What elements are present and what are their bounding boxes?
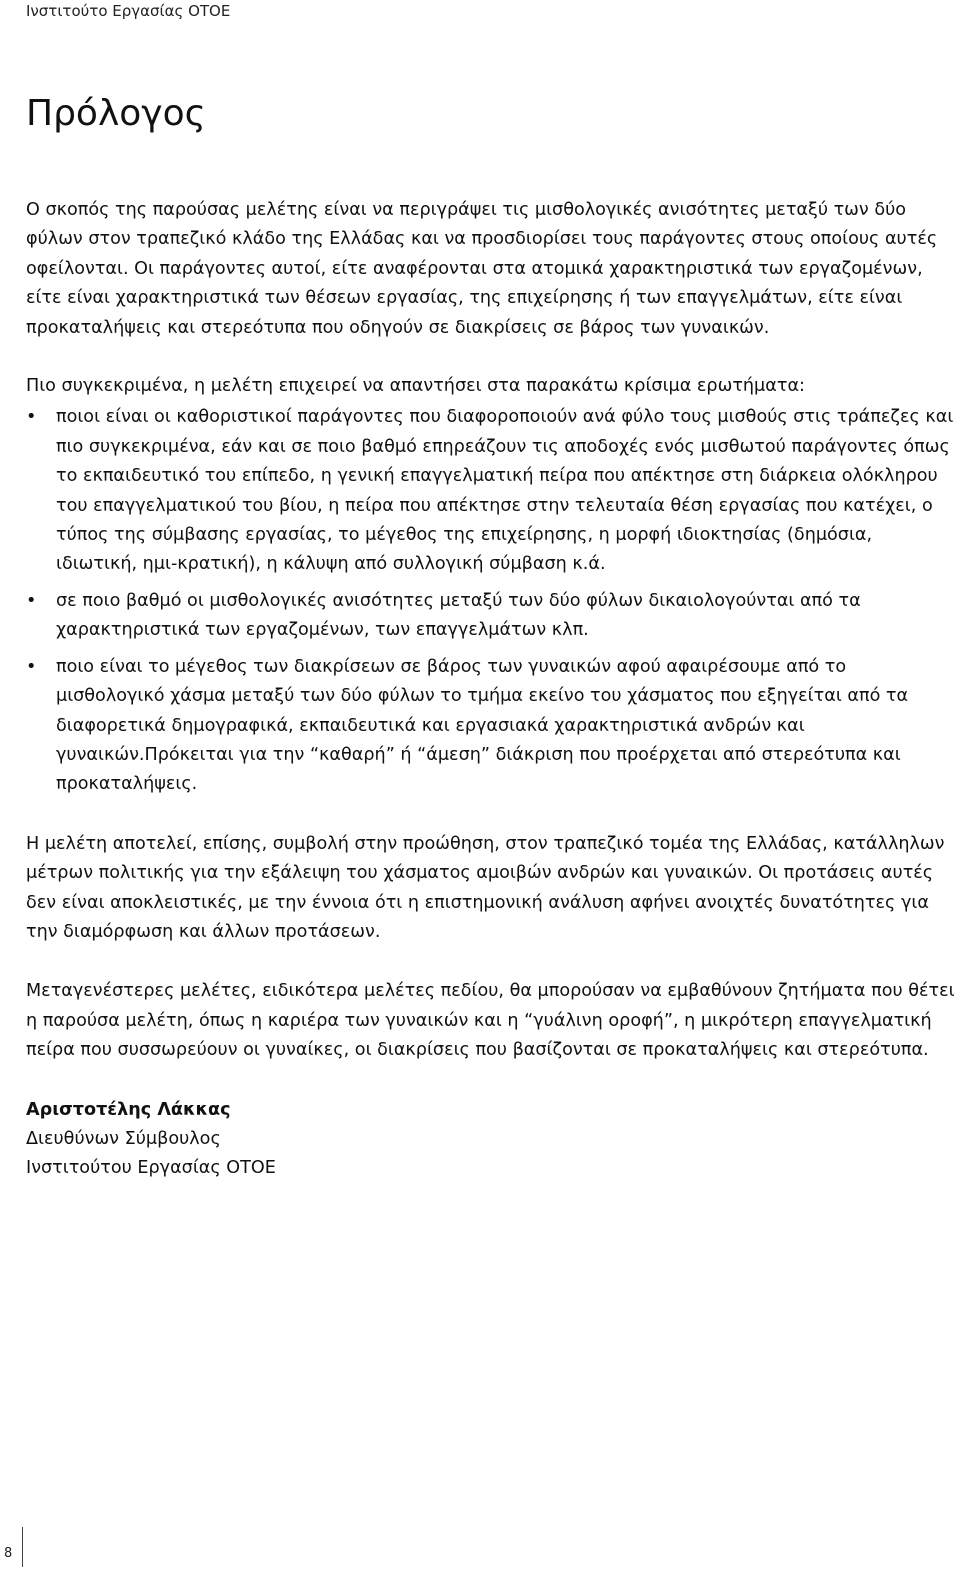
contribution-paragraph: Η μελέτη αποτελεί, επίσης, συμβολή στην προώθηση, στον τραπεζικό τομέα της Ελλάδας, κατάλληλων μέτρων πολιτικής για την εξάλειψη του χάσματος αμοιβών ανδρών και γυναικών. Οι προτάσεις αυτές δεν είναι αποκλειστικές, με την έννοια ότι η επιστημονική ανάλυση αφήνει ανοιχτές δυνατότητες για την διαμόρφωση και άλλων προτάσεων. xyxy=(26,833,945,942)
list-item-text: ποιο είναι το μέγεθος των διακρίσεων σε βάρος των γυναικών αφού αφαιρέσουμε από το μισθολογικό χάσμα μεταξύ των δύο φύλων το τμήμα εκείνο του χάσματος που εξηγείται από τα διαφορετικά δημογραφικά, εκπαιδευτικά και εργασιακά χαρακτηριστικά ανδρών και γυναικών.Πρόκειται για την “καθαρή” ή “άμεση” διάκριση που προέρχεται από στερεότυπα και προκαταλήψεις. xyxy=(56,656,909,795)
page-title: Πρόλογος xyxy=(26,93,206,134)
list-item-text: σε ποιο βαθμό οι μισθολογικές ανισότητες μεταξύ των δύο φύλων δικαιολογούνται από τα χαρακτηριστικά των εργαζομένων, των επαγγελμάτων κλπ. xyxy=(56,590,861,641)
main-content xyxy=(26,196,956,1184)
bullet-icon: • xyxy=(26,590,37,611)
questions-list xyxy=(26,403,956,799)
signature-role: Διευθύνων Σύμβουλος xyxy=(26,1128,221,1149)
questions-lead-paragraph: Πιο συγκεκριμένα, η μελέτη επιχειρεί να απαντήσει στα παρακάτω κρίσιμα ερωτήματα: xyxy=(26,376,805,397)
running-header: Ινστιτούτο Εργασίας ΟΤΟΕ xyxy=(26,2,231,20)
signature-organization: Ινστιτούτου Εργασίας ΟΤΟΕ xyxy=(26,1158,276,1179)
bullet-icon: • xyxy=(26,407,37,428)
intro-paragraph: Ο σκοπός της παρούσας μελέτης είναι να περιγράψει τις μισθολογικές ανισότητες μεταξύ των δύο φύλων στον τραπεζικό κλάδο της Ελλάδας και να προσδιορίσει τους παράγοντες στους οποίους αυτές οφείλονται. Οι παράγοντες αυτοί, είτε αναφέρονται στα ατομικά χαρακτηριστικά των εργαζομένων, είτε είναι χαρακτηριστικά των θέσεων εργασίας, της επιχείρησης ή των επαγγελμάτων, είτε είναι προκαταλήψεις και στερεότυπα που οδηγούν σε διακρίσεις σε βάρος των γυναικών. xyxy=(26,200,938,338)
list-item xyxy=(26,403,956,579)
signature-name: Αριστοτέλης Λάκκας xyxy=(26,1099,231,1120)
signature-block xyxy=(26,1096,956,1184)
future-research-paragraph: Μεταγενέστερες μελέτες, ειδικότερα μελέτες πεδίου, θα μπορούσαν να εμβαθύνουν ζητήματα που θέτει η παρούσα μελέτη, όπως η καριέρα των γυναικών και η “γυάλινη οροφή”, η μικρότερη επαγγελματική πείρα που συσσωρεύουν οι γυναίκες, οι διακρίσεις που βασίζονται σε προκαταλήψεις και στερεότυπα. xyxy=(26,981,955,1061)
list-item-text: ποιοι είναι οι καθοριστικοί παράγοντες που διαφοροποιούν ανά φύλο τους μισθούς στις τράπεζες και πιο συγκεκριμένα, εάν και σε ποιο βαθμό επηρεάζουν τις αποδοχές ενός μισθωτού παράγοντες όπως το εκπαιδευτικό του επίπεδο, η γενική επαγγελματική πείρα που απέκτησε στη διάρκεια ολόκληρου του επαγγελματικού του βίου, η πείρα που απέκτησε στην τελευταία θέση εργασίας που κατέχει, ο τύπος της σύμβασης εργασίας, το μέγεθος της επιχείρησης, η μορφή ιδιοκτησίας (δημόσια, ιδιωτική, ημι-κρατική), η κάλυψη από συλλογική σύμβαση κ.ά. xyxy=(56,407,954,575)
footer-divider xyxy=(22,1527,23,1567)
list-item xyxy=(26,653,956,800)
page-number: 8 xyxy=(4,1546,13,1561)
list-item xyxy=(26,587,956,646)
bullet-icon: • xyxy=(26,656,37,677)
